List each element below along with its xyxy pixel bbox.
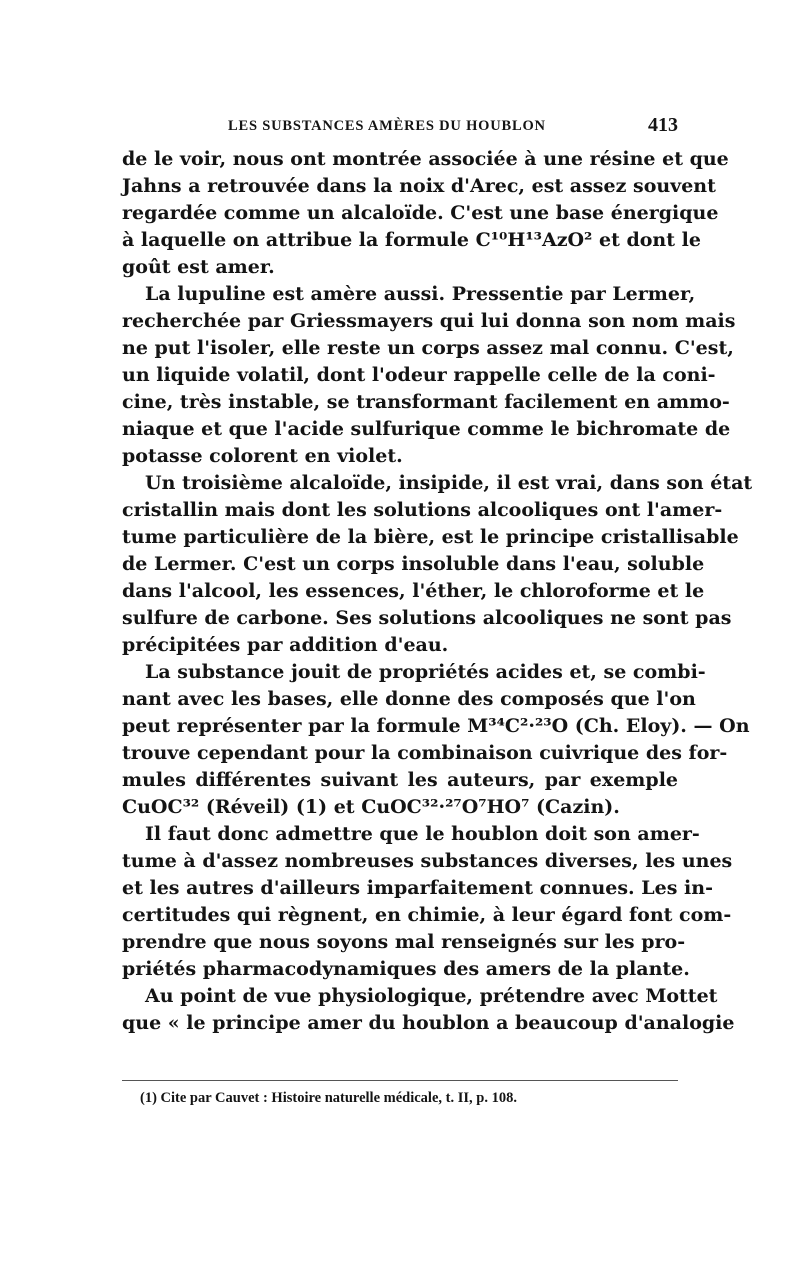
text-line: et les autres d'ailleurs imparfaitement connues. Les in- bbox=[122, 877, 713, 899]
text-line: ne put l'isoler, elle reste un corps assez mal connu. C'est, bbox=[122, 337, 734, 359]
text-line: de le voir, nous ont montrée associée à une résine et que bbox=[122, 148, 729, 170]
text-line: que « le principe amer du houblon a beaucoup d'analogie bbox=[122, 1012, 735, 1034]
text-line: sulfure de carbone. Ses solutions alcooliques ne sont pas bbox=[122, 607, 732, 629]
body-text bbox=[122, 146, 753, 1037]
page-number: 413 bbox=[648, 114, 678, 136]
text-line: mules différentes suivant les auteurs, par exemple bbox=[122, 769, 678, 791]
text-line: potasse colorent en violet. bbox=[122, 445, 403, 467]
footnote-rule bbox=[122, 1080, 678, 1081]
text-line: tume à d'assez nombreuses substances diverses, les unes bbox=[122, 850, 733, 872]
running-title: LES SUBSTANCES AMÈRES DU HOUBLON bbox=[228, 118, 546, 134]
text-line: Au point de vue physiologique, prétendre avec Mottet bbox=[145, 985, 718, 1007]
text-line: nant avec les bases, elle donne des composés que l'on bbox=[122, 688, 696, 710]
text-line: trouve cependant pour la combinaison cuivrique des for- bbox=[122, 742, 728, 764]
text-line: La lupuline est amère aussi. Pressentie par Lermer, bbox=[145, 283, 696, 305]
running-header bbox=[122, 116, 680, 140]
text-line: certitudes qui règnent, en chimie, à leur égard font com- bbox=[122, 904, 732, 926]
text-line: priétés pharmacodynamiques des amers de la plante. bbox=[122, 958, 690, 980]
text-line: de Lermer. C'est un corps insoluble dans l'eau, soluble bbox=[122, 553, 705, 575]
text-line: recherchée par Griessmayers qui lui donna son nom mais bbox=[122, 310, 736, 332]
text-line: goût est amer. bbox=[122, 256, 275, 278]
text-line: niaque et que l'acide sulfurique comme le bichromate de bbox=[122, 418, 731, 440]
text-line: cristallin mais dont les solutions alcooliques ont l'amer- bbox=[122, 499, 723, 521]
text-line: cine, très instable, se transformant facilement en ammo- bbox=[122, 391, 730, 413]
footnote: (1) Cite par Cauvet : Histoire naturelle médicale, t. II, p. 108. bbox=[140, 1090, 517, 1106]
text-line: Jahns a retrouvée dans la noix d'Arec, est assez souvent bbox=[122, 175, 716, 197]
text-line: prendre que nous soyons mal renseignés sur les pro- bbox=[122, 931, 686, 953]
text-line: Un troisième alcaloïde, insipide, il est vrai, dans son état bbox=[145, 472, 753, 494]
text-line: Il faut donc admettre que le houblon doit son amer- bbox=[145, 823, 700, 845]
text-line: La substance jouit de propriétés acides et, se combi- bbox=[145, 661, 706, 683]
text-line: peut représenter par la formule M³⁴C²·²³O (Ch. Eloy). — On bbox=[122, 715, 750, 737]
text-line: à laquelle on attribue la formule C¹⁰H¹³AzO² et dont le bbox=[122, 229, 701, 251]
text-line: dans l'alcool, les essences, l'éther, le chloroforme et le bbox=[122, 580, 705, 602]
text-line: CuOC³² (Réveil) (1) et CuOC³²·²⁷O⁷HO⁷ (Cazin). bbox=[122, 796, 620, 818]
text-line: un liquide volatil, dont l'odeur rappelle celle de la coni- bbox=[122, 364, 716, 386]
text-line: tume particulière de la bière, est le principe cristallisable bbox=[122, 526, 739, 548]
text-line: regardée comme un alcaloïde. C'est une base énergique bbox=[122, 202, 719, 224]
text-line: précipitées par addition d'eau. bbox=[122, 634, 449, 656]
